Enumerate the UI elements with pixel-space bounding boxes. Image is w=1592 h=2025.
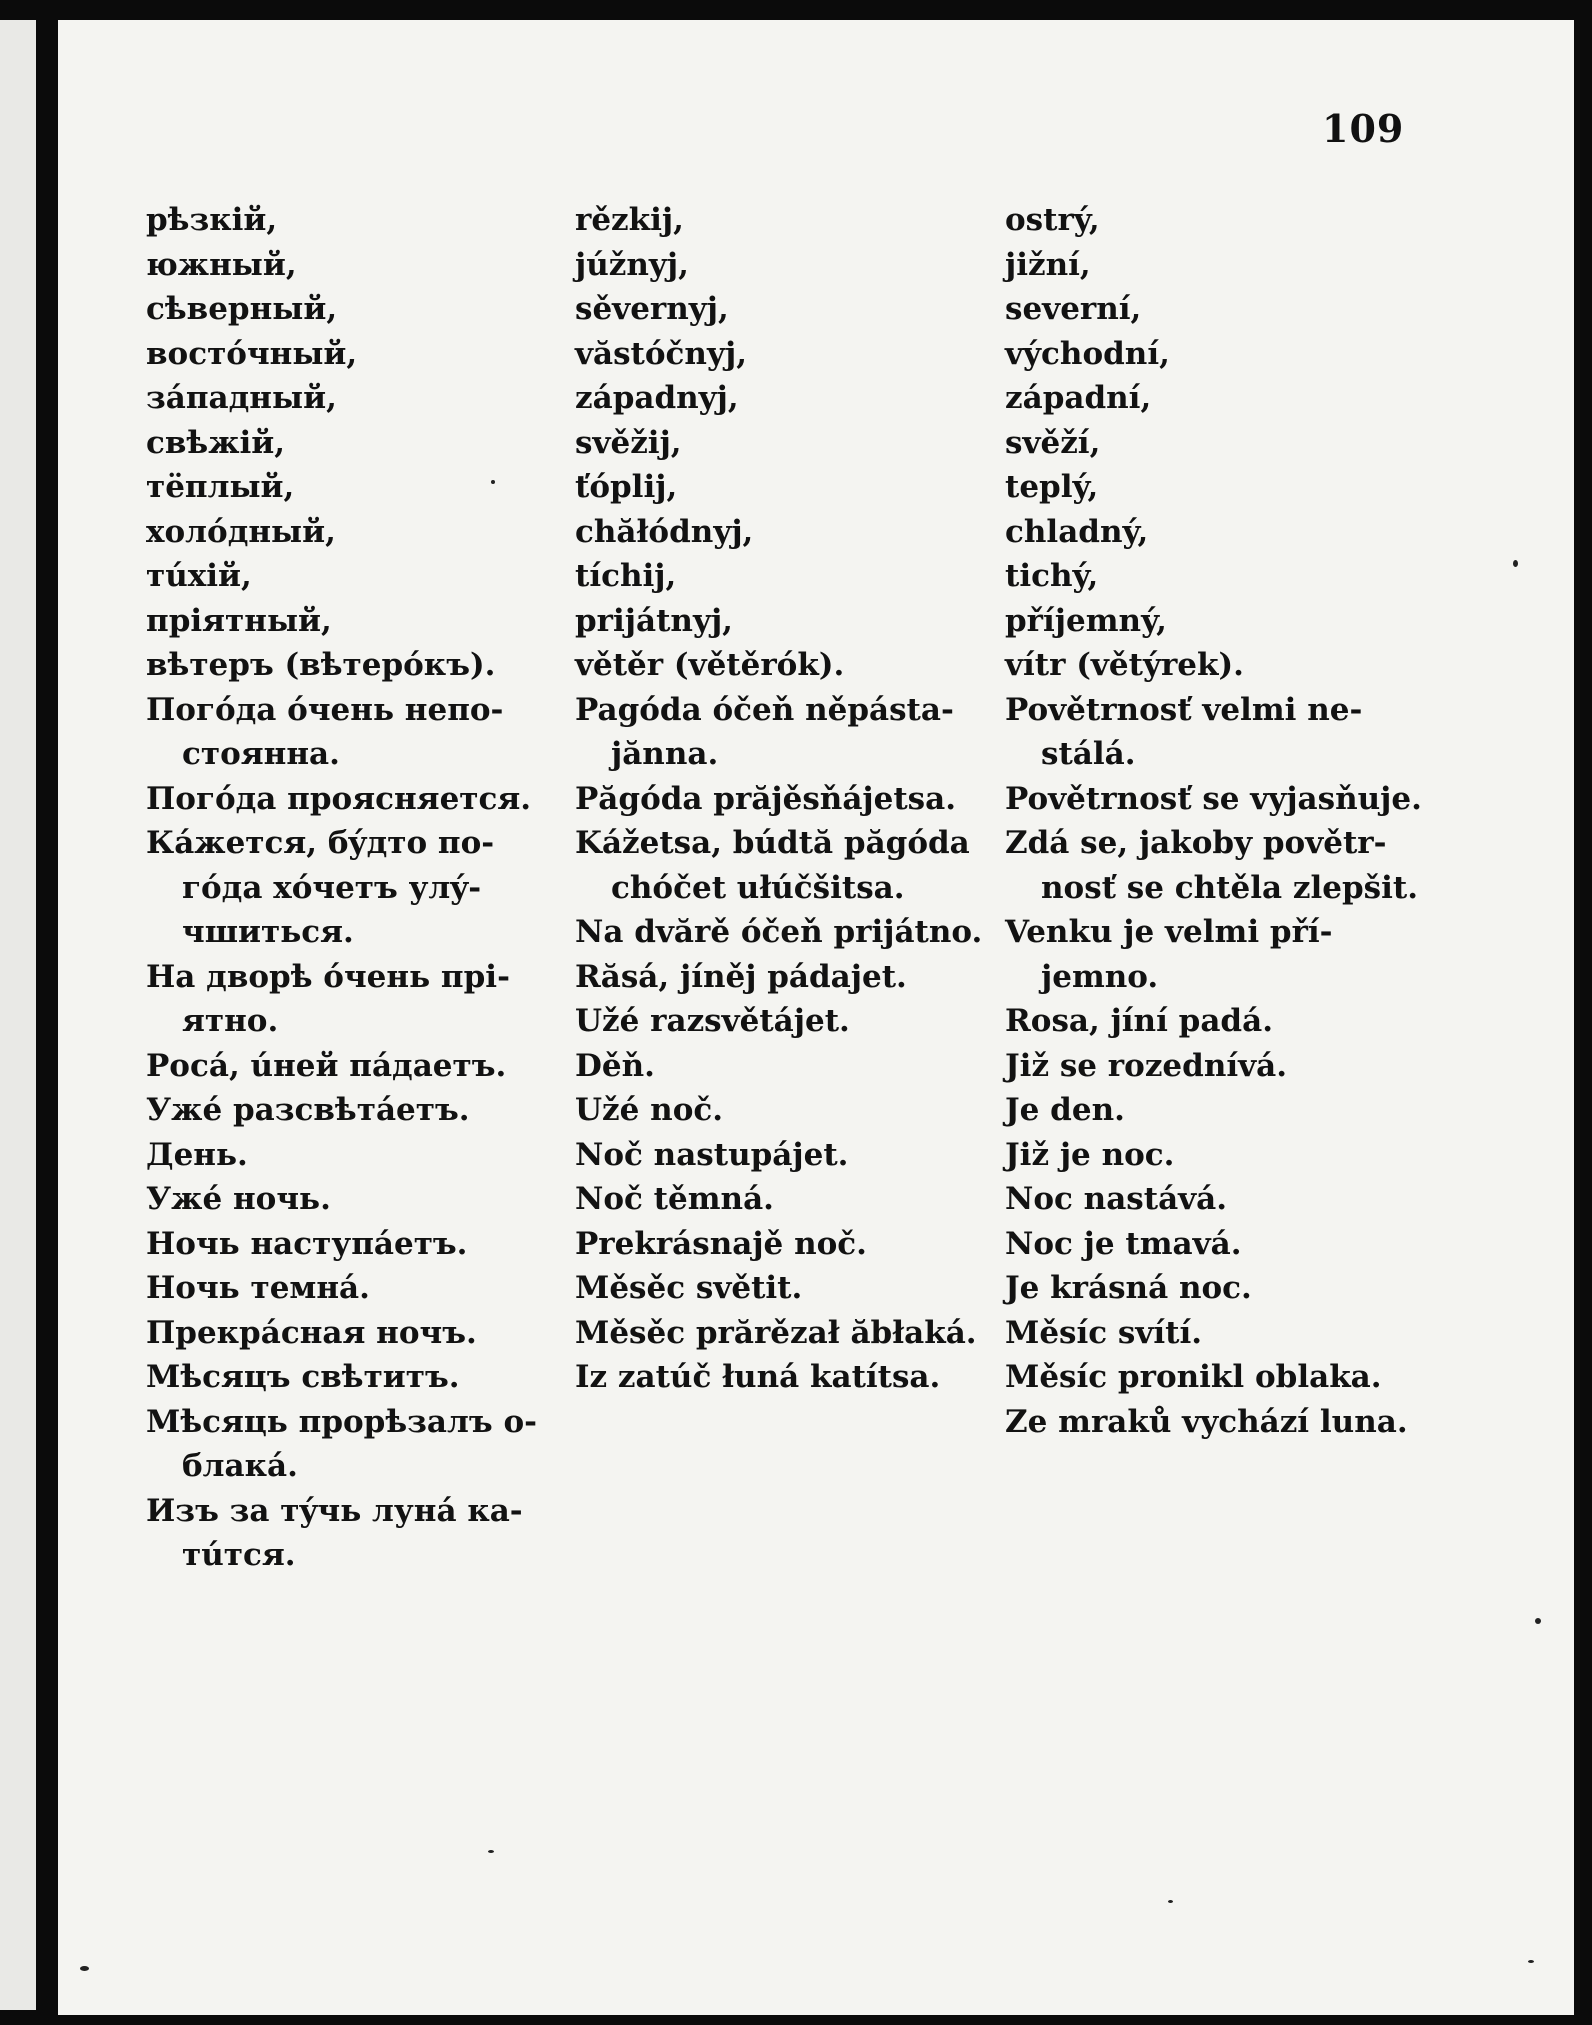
book-page bbox=[58, 20, 1574, 2015]
czech-translation: chladný, bbox=[1005, 513, 1149, 550]
russian-phrase: тúхій, bbox=[146, 558, 252, 594]
czech-translation: vítr (větýrek). bbox=[1005, 647, 1244, 683]
transliteration: Noč nastupájet. bbox=[575, 1136, 849, 1173]
transliteration: sěvernyj, bbox=[575, 291, 729, 327]
russian-phrase: Росá, úней пáдаетъ. bbox=[146, 1047, 507, 1084]
russian-phrase: Погóда проясняется. bbox=[146, 780, 532, 817]
czech-translation: Měsíc pronikl oblaka. bbox=[1005, 1359, 1382, 1395]
czech-translation: svěží, bbox=[1005, 424, 1101, 461]
czech-translation: tichý, bbox=[1005, 558, 1099, 594]
czech-translation: Ze mraků vychází luna. bbox=[1005, 1403, 1408, 1440]
russian-phrase: Ужé разсвѣтáетъ. bbox=[146, 1092, 470, 1128]
czech-translation: Již je noc. bbox=[1005, 1136, 1175, 1173]
transliteration: Noč těmná. bbox=[575, 1181, 774, 1217]
russian-phrase: Ночь темнá. bbox=[146, 1270, 370, 1306]
transliteration: Păgóda prăjěsňájetsa. bbox=[575, 780, 957, 817]
russian-phrase: южный, bbox=[146, 246, 297, 283]
czech-translation: východní, bbox=[1005, 335, 1170, 372]
transliteration: větěr (větěrók). bbox=[575, 647, 845, 683]
czech-translation: Venku je velmi pří- jemno. bbox=[1005, 914, 1333, 995]
czech-column bbox=[1005, 198, 1435, 1444]
czech-translation: teplý, bbox=[1005, 469, 1099, 505]
czech-translation: ostrý, bbox=[1005, 202, 1100, 238]
transliteration: západnyj, bbox=[575, 380, 739, 416]
transliteration-column bbox=[575, 198, 995, 1400]
transliteration: Užé razsvětájet. bbox=[575, 1003, 850, 1039]
transliteration: svěžij, bbox=[575, 424, 682, 461]
transliteration: ťóplij, bbox=[575, 469, 678, 505]
russian-phrase: Кáжется, бýдто по- гóда хóчетъ улý- чшиться. bbox=[146, 825, 495, 950]
print-speck bbox=[1535, 1618, 1541, 1624]
russian-phrase: зáпадный, bbox=[146, 380, 337, 416]
transliteration: rězkij, bbox=[575, 202, 684, 238]
print-speck bbox=[491, 480, 495, 484]
russian-phrase: Ночь наступáетъ. bbox=[146, 1225, 468, 1262]
czech-translation: Zdá se, jakoby povětr- nosť se chtěla zlepšit. bbox=[1005, 825, 1418, 906]
print-speck bbox=[1528, 1960, 1534, 1963]
transliteration: Pagóda óčeň něpásta- jănna. bbox=[575, 691, 954, 772]
transliteration: Užé noč. bbox=[575, 1092, 724, 1128]
russian-phrase: сѣверный, bbox=[146, 291, 338, 327]
russian-phrase: Изъ за тýчь лунá ка- тúтся. bbox=[146, 1492, 523, 1573]
czech-translation: západní, bbox=[1005, 380, 1152, 416]
russian-phrase: пріятный, bbox=[146, 602, 332, 639]
transliteration: Měsěc světit. bbox=[575, 1270, 803, 1306]
czech-translation: jižní, bbox=[1005, 246, 1091, 283]
transliteration: Iz zatúč łuná katítsa. bbox=[575, 1359, 941, 1395]
russian-phrase: тёплый, bbox=[146, 469, 295, 505]
transliteration: Měsěc prărězał ăbłaká. bbox=[575, 1314, 977, 1351]
russian-phrase: Мѣсяць прорѣзалъ о- блакá. bbox=[146, 1403, 537, 1484]
russian-phrase: вѣтеръ (вѣтерóкъ). bbox=[146, 647, 496, 683]
page-number: 109 bbox=[1322, 106, 1405, 151]
russian-phrase: День. bbox=[146, 1136, 248, 1173]
russian-phrase: свѣжій, bbox=[146, 424, 286, 461]
transliteration: Kážetsa, búdtă păgóda chóčet ułúčšitsa. bbox=[575, 825, 970, 906]
czech-translation: Měsíc svítí. bbox=[1005, 1314, 1203, 1351]
russian-phrase: На дворѣ óчень прі- ятно. bbox=[146, 958, 510, 1039]
russian-phrase: Мѣсяцъ свѣтитъ. bbox=[146, 1359, 460, 1395]
czech-translation: severní, bbox=[1005, 291, 1142, 327]
czech-translation: Je den. bbox=[1005, 1092, 1125, 1128]
russian-phrase: холóдный, bbox=[146, 513, 336, 550]
czech-translation: příjemný, bbox=[1005, 602, 1167, 639]
russian-phrase: рѣзкій, bbox=[146, 202, 278, 238]
transliteration: Na dvărě óčeň prijátno. bbox=[575, 914, 983, 950]
russian-phrase: Погóда óчень непо- стоянна. bbox=[146, 691, 504, 772]
print-speck bbox=[1168, 1900, 1173, 1903]
russian-column bbox=[146, 198, 566, 1578]
adjacent-page-edge bbox=[0, 20, 36, 2010]
russian-phrase: Прекрáсная ночъ. bbox=[146, 1314, 477, 1351]
transliteration: Prekrásnajě noč. bbox=[575, 1225, 867, 1262]
czech-translation: Noc nastává. bbox=[1005, 1181, 1228, 1217]
print-speck bbox=[488, 1850, 494, 1853]
czech-translation: Již se rozednívá. bbox=[1005, 1047, 1288, 1084]
transliteration: Răsá, jíněj pádajet. bbox=[575, 958, 907, 995]
czech-translation: Povětrnosť se vyjasňuje. bbox=[1005, 780, 1422, 817]
czech-translation: Rosa, jíní padá. bbox=[1005, 1003, 1273, 1039]
czech-translation: Je krásná noc. bbox=[1005, 1270, 1252, 1306]
transliteration: prijátnyj, bbox=[575, 602, 733, 639]
transliteration: júžnyj, bbox=[575, 246, 689, 283]
transliteration: chăłódnyj, bbox=[575, 513, 754, 550]
russian-phrase: Ужé ночь. bbox=[146, 1181, 331, 1217]
print-speck bbox=[80, 1966, 89, 1971]
czech-translation: Noc je tmavá. bbox=[1005, 1225, 1242, 1262]
czech-translation: Povětrnosť velmi ne- stálá. bbox=[1005, 691, 1363, 772]
russian-phrase: востóчный, bbox=[146, 335, 358, 372]
transliteration: Děň. bbox=[575, 1047, 655, 1084]
transliteration: tíchij, bbox=[575, 558, 677, 594]
print-speck bbox=[1513, 560, 1518, 567]
transliteration: văstóčnyj, bbox=[575, 335, 747, 372]
